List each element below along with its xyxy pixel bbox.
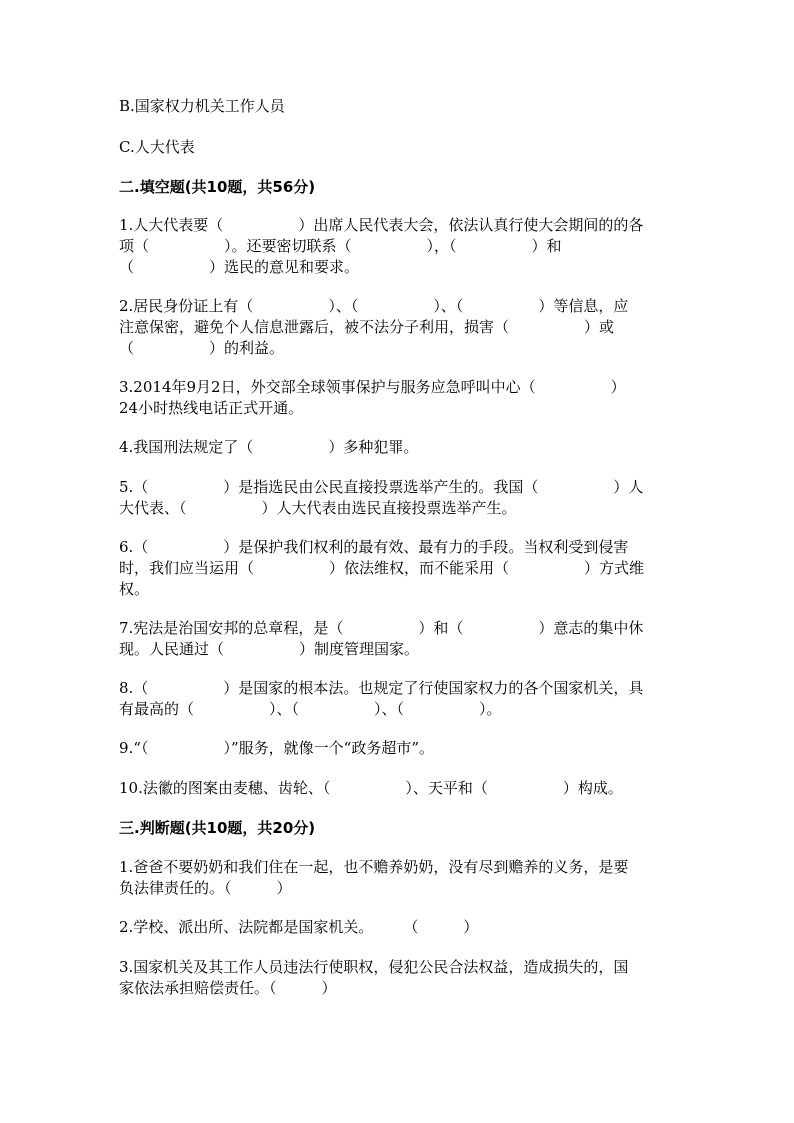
question-line: 2.居民身份证上有（ ）、（ ）、（ ）等信息，应 (119, 297, 629, 315)
option-b: B.国家权力机关工作人员 (119, 97, 285, 115)
question-line: （ ）的利益。 (119, 339, 285, 357)
question-line: 10.法徽的图案由麦穗、齿轮、（ ）、天平和（ ）构成。 (119, 779, 623, 797)
section-heading-fill-blank: 二.填空题(共10题，共56分) (119, 178, 316, 196)
question-line: 1.人大代表要（ ）出席人民代表大会，依法认真行使大会期间的的各 (119, 216, 644, 234)
option-c: C.人大代表 (119, 138, 195, 156)
question-line: 现。人民通过（ ）制度管理国家。 (119, 640, 420, 658)
question-line: 家依法承担赔偿责任。（ ） (119, 979, 337, 997)
section-heading-judge: 三.判断题(共10题，共20分) (119, 819, 316, 837)
question-line: 2.学校、派出所、法院都是国家机关。 （ ） (119, 918, 479, 936)
question-line: 3.国家机关及其工作人员违法行使职权，侵犯公民合法权益，造成损失的，国 (119, 958, 629, 976)
question-line: 5.（ ）是指选民由公民直接投票选举产生的。我国（ ）人 (119, 478, 644, 496)
question-line: 8.（ ）是国家的根本法。也规定了行使国家权力的各个国家机关，具 (119, 679, 644, 697)
question-line: 3.2014年9月2日，外交部全球领事保护与服务应急呼叫中心（ ） (119, 378, 626, 396)
question-line: 9.“（ ）”服务，就像一个“政务超市”。 (119, 739, 434, 757)
question-line: 24小时热线电话正式开通。 (119, 399, 304, 417)
question-line: （ ）选民的意见和要求。 (119, 258, 360, 276)
question-line: 项（ ）。还要密切联系（ ），（ ）和 (119, 237, 562, 255)
question-line: 权。 (119, 580, 150, 598)
question-line: 7.宪法是治国安邦的总章程，是（ ）和（ ）意志的集中休 (119, 619, 644, 637)
question-line: 大代表、（ ）人大代表由选民直接投票选举产生。 (119, 499, 517, 517)
question-line: 时，我们应当运用（ ）依法维权，而不能采用（ ）方式维 (119, 559, 645, 577)
question-line: 6.（ ）是保护我们权利的最有效、最有力的手段。当权利受到侵害 (119, 538, 629, 556)
question-line: 1.爸爸不要奶奶和我们住在一起，也不赡养奶奶，没有尽到赡养的义务，是要 (119, 858, 629, 876)
question-line: 负法律责任的。（ ） (119, 879, 292, 897)
question-line: 注意保密，避免个人信息泄露后，被不法分子利用，损害（ ）或 (119, 318, 615, 336)
question-line: 4.我国刑法规定了（ ）多种犯罪。 (119, 438, 419, 456)
question-line: 有最高的（ ）、（ ）、（ ）。 (119, 700, 502, 718)
